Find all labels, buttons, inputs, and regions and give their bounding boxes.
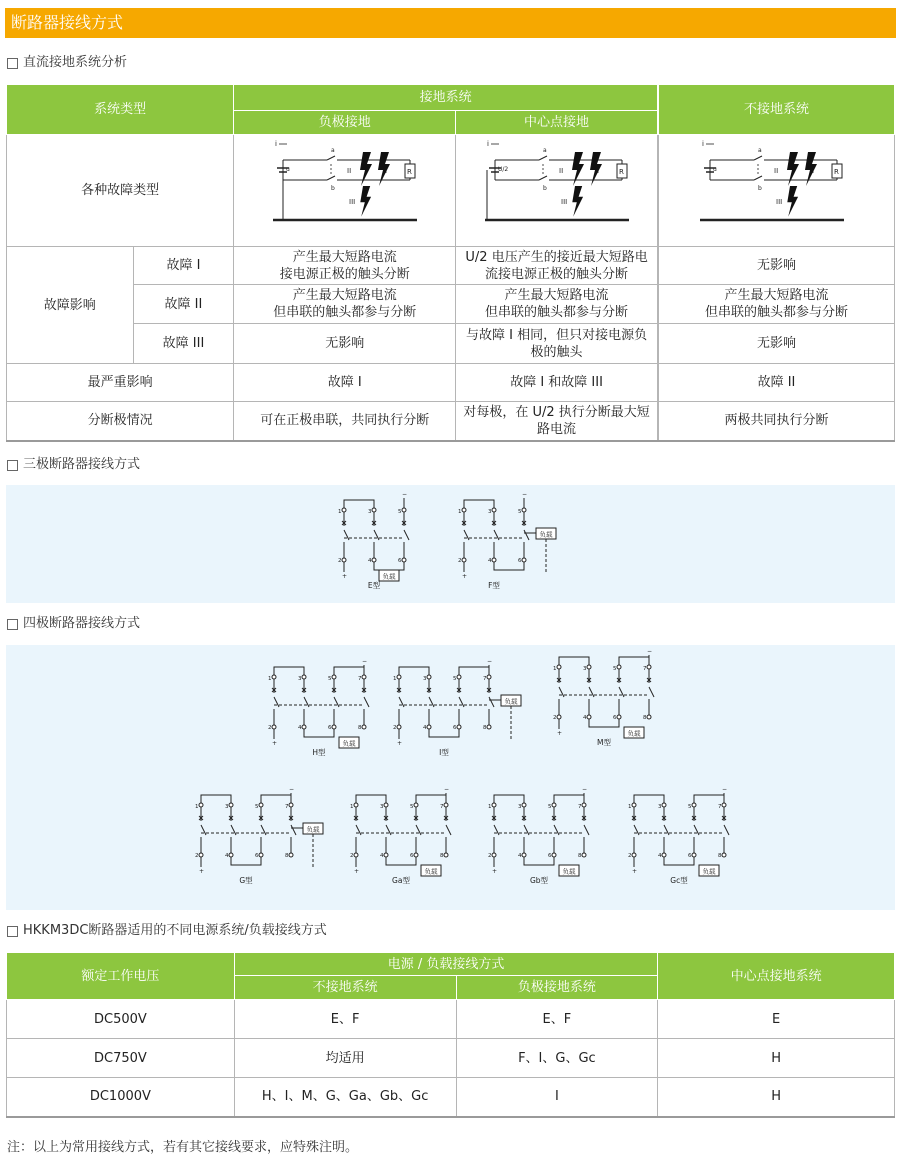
terminal-label: a xyxy=(542,147,547,154)
terminal-number: 1 xyxy=(393,676,397,682)
terminal-number: 4 xyxy=(518,853,522,859)
terminal-number: 1 xyxy=(338,509,342,515)
split-center: 对每极，在 U/2 执行分断最大短 路电流 xyxy=(456,402,658,441)
h-center: 中心点接地 xyxy=(456,111,658,135)
terminal xyxy=(492,508,496,512)
terminal xyxy=(289,803,293,807)
diagram-type-label: E型 xyxy=(367,581,381,590)
series-bridge xyxy=(416,795,446,803)
three-pole-panel xyxy=(6,485,895,603)
terminal-number: 2 xyxy=(338,558,342,564)
terminal-number: 4 xyxy=(380,853,384,859)
terminal-number: 4 xyxy=(368,558,372,564)
terminal xyxy=(492,853,496,857)
load-label: 负载 xyxy=(539,530,553,539)
h-negative-system: 负极接地系统 xyxy=(456,976,658,1000)
terminal-label: a xyxy=(330,147,335,154)
f1-neg: 产生最大短路电流 接电源正极的触头分断 xyxy=(234,247,456,285)
terminal-number: 3 xyxy=(583,666,587,672)
terminal xyxy=(492,558,496,562)
fault-label: II xyxy=(346,167,351,175)
diagram-type-label: G型 xyxy=(239,876,253,885)
switch-blade xyxy=(539,176,547,180)
lightning-bolt-icon xyxy=(787,152,799,186)
terminal-number: 7 xyxy=(718,804,722,810)
h-voltage: 额定工作电压 xyxy=(7,953,235,1000)
f3-neg: 无影响 xyxy=(234,324,456,364)
terminal xyxy=(332,725,336,729)
series-bridge xyxy=(459,667,489,675)
switch-blade xyxy=(364,697,369,707)
terminal xyxy=(414,853,418,857)
terminal xyxy=(427,725,431,729)
terminal xyxy=(302,725,306,729)
terminal-number: 5 xyxy=(328,676,332,682)
terminal-number: 7 xyxy=(578,804,582,810)
terminal xyxy=(272,725,276,729)
terminal-number: 5 xyxy=(398,509,402,515)
f2-ung: 产生最大短路电流 但串联的触头都参与分断 xyxy=(659,285,895,324)
terminal-number: 2 xyxy=(458,558,462,564)
resistor-label: R xyxy=(406,168,412,176)
terminal xyxy=(342,508,346,512)
table-row: DC1000V H、I、M、G、Ga、Gb、Gc I H xyxy=(7,1078,895,1117)
terminal xyxy=(414,803,418,807)
switch-blade xyxy=(584,825,589,835)
split-neg: 可在正极串联，共同执行分断 xyxy=(234,402,456,441)
series-bridge xyxy=(399,667,429,675)
terminal xyxy=(632,853,636,857)
lightning-bolt-icon xyxy=(360,152,372,186)
terminal-number: 7 xyxy=(483,676,487,682)
terminal-number: 3 xyxy=(518,804,522,810)
terminal-number: 4 xyxy=(658,853,662,859)
terminal-number: 6 xyxy=(688,853,692,859)
terminal xyxy=(522,803,526,807)
terminal xyxy=(384,853,388,857)
three-pole-diagrams xyxy=(6,485,895,603)
fault-label: III xyxy=(348,198,355,206)
h-ungrounded-system: 不接地系统 xyxy=(234,976,456,1000)
series-bridge xyxy=(274,667,304,675)
terminal-number: 6 xyxy=(613,715,617,721)
terminal xyxy=(289,853,293,857)
terminal xyxy=(587,715,591,719)
switch-blade xyxy=(489,697,494,707)
terminal-number: 8 xyxy=(358,725,362,731)
terminal xyxy=(617,665,621,669)
r-fault-effect: 故障影响 xyxy=(7,247,134,364)
h-mode: 电源 / 负载接线方式 xyxy=(234,953,657,976)
terminal-number: 1 xyxy=(488,804,492,810)
voltage-label: u xyxy=(285,166,290,173)
dc-analysis-table xyxy=(6,84,658,442)
terminal xyxy=(402,508,406,512)
footnote: 注：以上为常用接线方式，若有其它接线要求，应特殊注明。 xyxy=(7,1140,359,1155)
terminal xyxy=(372,508,376,512)
h-center-system: 中心点接地系统 xyxy=(658,953,895,1000)
series-bridge xyxy=(619,657,649,665)
terminal-number: 1 xyxy=(458,509,462,515)
terminal xyxy=(199,853,203,857)
load-label: 负载 xyxy=(342,739,356,748)
switch-blade xyxy=(724,825,729,835)
series-bridge xyxy=(634,795,664,803)
r-worst: 最严重影响 xyxy=(7,364,234,402)
polarity-label: + xyxy=(342,573,348,580)
voltage-label: U/2 xyxy=(497,166,508,173)
section-three-pole: 三极断路器接线方式 xyxy=(7,457,140,473)
terminal-label: b xyxy=(757,185,762,192)
load-label: 负载 xyxy=(504,697,518,706)
terminal-number: 3 xyxy=(225,804,229,810)
table-row: DC500V E、F E、F E xyxy=(7,1000,895,1039)
terminal xyxy=(397,675,401,679)
terminal xyxy=(457,675,461,679)
fault3-label: 故障 III xyxy=(133,324,234,364)
terminal-number: 7 xyxy=(358,676,362,682)
terminal xyxy=(272,675,276,679)
terminal xyxy=(722,853,726,857)
series-bridge xyxy=(201,795,231,803)
terminal-number: 5 xyxy=(548,804,552,810)
terminal xyxy=(492,803,496,807)
diagram-type-label: M型 xyxy=(597,738,611,747)
page-header: 断路器接线方式 xyxy=(5,8,896,38)
voltage-label: u xyxy=(712,166,717,173)
ungrounded-column xyxy=(658,84,895,442)
terminal-number: 7 xyxy=(643,666,647,672)
terminal xyxy=(692,803,696,807)
lightning-bolt-icon xyxy=(805,152,817,186)
polarity-label: − xyxy=(444,786,450,793)
switch-blade xyxy=(327,176,335,180)
terminal-number: 4 xyxy=(423,725,427,731)
switch-blade xyxy=(327,156,335,160)
diagram-center xyxy=(456,135,658,247)
fault-label: III xyxy=(775,198,782,206)
terminal xyxy=(662,853,666,857)
load-label: 负载 xyxy=(306,825,320,834)
terminal-number: 6 xyxy=(548,853,552,859)
terminal xyxy=(647,715,651,719)
terminal xyxy=(362,675,366,679)
terminal-number: 1 xyxy=(553,666,557,672)
lightning-bolt-icon xyxy=(590,152,602,186)
split-ung: 两极共同执行分断 xyxy=(659,402,895,441)
terminal xyxy=(199,803,203,807)
polarity-label: + xyxy=(354,868,360,875)
diagram-type-label: Gb型 xyxy=(529,876,549,885)
lightning-bolt-icon xyxy=(360,186,371,217)
terminal xyxy=(259,803,263,807)
terminal xyxy=(342,558,346,562)
terminal xyxy=(632,803,636,807)
terminal xyxy=(229,803,233,807)
f2-neg: 产生最大短路电流 但串联的触头都参与分断 xyxy=(234,285,456,324)
terminal-number: 5 xyxy=(613,666,617,672)
terminal xyxy=(457,725,461,729)
series-bridge xyxy=(356,795,386,803)
terminal xyxy=(302,675,306,679)
terminal xyxy=(397,725,401,729)
h-negative: 负极接地 xyxy=(234,111,456,135)
polarity-label: + xyxy=(397,740,403,747)
polarity-label: − xyxy=(522,491,528,498)
series-bridge xyxy=(554,795,584,803)
terminal-number: 8 xyxy=(285,853,289,859)
terminal-number: 7 xyxy=(440,804,444,810)
h-grounded: 接地系统 xyxy=(234,85,658,111)
terminal xyxy=(372,558,376,562)
terminal-number: 8 xyxy=(440,853,444,859)
terminal-number: 5 xyxy=(518,509,522,515)
lightning-bolt-icon xyxy=(378,152,390,186)
switch-blade xyxy=(524,530,529,540)
current-label: i xyxy=(274,140,277,148)
diagram-negative xyxy=(234,135,456,247)
terminal xyxy=(722,803,726,807)
terminal-number: 1 xyxy=(268,676,272,682)
terminal-number: 3 xyxy=(488,509,492,515)
lightning-bolt-icon xyxy=(572,186,583,217)
r-fault-types: 各种故障类型 xyxy=(7,135,234,247)
terminal-number: 2 xyxy=(488,853,492,859)
f2-center: 产生最大短路电流 但串联的触头都参与分断 xyxy=(456,285,658,324)
section-hkkm: HKKM3DC断路器适用的不同电源系统/负载接线方式 xyxy=(7,923,327,939)
resistor-label: R xyxy=(833,168,839,176)
terminal xyxy=(522,508,526,512)
terminal xyxy=(617,715,621,719)
terminal-number: 5 xyxy=(453,676,457,682)
switch-blade xyxy=(754,176,762,180)
series-bridge xyxy=(261,795,291,803)
terminal xyxy=(582,803,586,807)
terminal xyxy=(487,725,491,729)
terminal-number: 8 xyxy=(643,715,647,721)
terminal xyxy=(462,558,466,562)
diagram-ungrounded xyxy=(659,135,895,247)
load-label: 负载 xyxy=(702,867,716,876)
f3-ung: 无影响 xyxy=(659,324,895,364)
polarity-label: − xyxy=(647,648,653,655)
polarity-label: − xyxy=(289,786,295,793)
terminal xyxy=(522,853,526,857)
terminal-label: b xyxy=(542,185,547,192)
diagram-type-label: I型 xyxy=(439,748,449,757)
terminal-number: 1 xyxy=(628,804,632,810)
checkbox-icon xyxy=(7,926,18,937)
load-label: 负载 xyxy=(562,867,576,876)
polarity-label: − xyxy=(402,491,408,498)
terminal xyxy=(444,853,448,857)
f3-center: 与故障 I 相同，但只对接电源负 极的触头 xyxy=(456,324,658,364)
terminal-number: 5 xyxy=(688,804,692,810)
four-pole-diagrams xyxy=(6,645,895,910)
load-label: 负载 xyxy=(382,572,396,581)
terminal-number: 2 xyxy=(553,715,557,721)
terminal-number: 2 xyxy=(393,725,397,731)
terminal-number: 6 xyxy=(453,725,457,731)
switch-blade xyxy=(291,825,296,835)
terminal-number: 2 xyxy=(350,853,354,859)
resistor-label: R xyxy=(618,168,624,176)
terminal-number: 5 xyxy=(255,804,259,810)
terminal xyxy=(354,803,358,807)
terminal-number: 3 xyxy=(368,509,372,515)
series-bridge xyxy=(559,657,589,665)
worst-neg: 故障 I xyxy=(234,364,456,402)
terminal-number: 3 xyxy=(380,804,384,810)
terminal-number: 8 xyxy=(718,853,722,859)
diagram-type-label: F型 xyxy=(488,581,500,590)
terminal-number: 3 xyxy=(298,676,302,682)
f1-center: U/2 电压产生的接近最大短路电 流接电源正极的触头分断 xyxy=(456,247,658,285)
terminal xyxy=(384,803,388,807)
series-bridge xyxy=(464,500,494,508)
switch-blade xyxy=(404,530,409,540)
polarity-label: − xyxy=(487,658,493,665)
polarity-label: + xyxy=(632,868,638,875)
polarity-label: − xyxy=(722,786,728,793)
terminal-label: b xyxy=(330,185,335,192)
fault-label: III xyxy=(560,198,567,206)
h-system-type: 系统类型 xyxy=(7,85,234,135)
load-label: 负载 xyxy=(627,729,641,738)
terminal xyxy=(692,853,696,857)
terminal-number: 6 xyxy=(328,725,332,731)
section-dc-analysis: 直流接地系统分析 xyxy=(7,55,127,71)
terminal xyxy=(354,853,358,857)
h-ungrounded: 不接地系统 xyxy=(659,85,895,135)
lightning-bolt-icon xyxy=(787,186,798,217)
current-label: i xyxy=(701,140,704,148)
terminal-label: a xyxy=(757,147,762,154)
fault-label: II xyxy=(773,167,778,175)
terminal-number: 3 xyxy=(423,676,427,682)
terminal-number: 6 xyxy=(398,558,402,564)
table-row: DC750V 均适用 F、I、G、Gc H xyxy=(7,1039,895,1078)
diagram-type-label: H型 xyxy=(312,748,326,757)
load-label: 负载 xyxy=(424,867,438,876)
worst-center: 故障 I 和故障 III xyxy=(456,364,658,402)
polarity-label: + xyxy=(462,573,468,580)
four-pole-panel xyxy=(6,645,895,910)
terminal-number: 2 xyxy=(628,853,632,859)
series-bridge xyxy=(494,795,524,803)
terminal xyxy=(647,665,651,669)
checkbox-icon xyxy=(7,58,18,69)
polarity-label: − xyxy=(362,658,368,665)
terminal xyxy=(402,558,406,562)
terminal-number: 1 xyxy=(195,804,199,810)
lightning-bolt-icon xyxy=(572,152,584,186)
terminal xyxy=(662,803,666,807)
terminal-number: 6 xyxy=(255,853,259,859)
terminal xyxy=(332,675,336,679)
terminal-number: 2 xyxy=(268,725,272,731)
f1-ung: 无影响 xyxy=(659,247,895,285)
terminal xyxy=(552,803,556,807)
terminal xyxy=(557,665,561,669)
terminal-number: 8 xyxy=(483,725,487,731)
r-split: 分断极情况 xyxy=(7,402,234,441)
terminal xyxy=(259,853,263,857)
terminal-number: 4 xyxy=(583,715,587,721)
checkbox-icon xyxy=(7,619,18,630)
fault2-label: 故障 II xyxy=(133,285,234,324)
terminal xyxy=(427,675,431,679)
polarity-label: − xyxy=(582,786,588,793)
terminal xyxy=(587,665,591,669)
terminal-number: 7 xyxy=(285,804,289,810)
terminal-number: 8 xyxy=(578,853,582,859)
terminal-number: 4 xyxy=(225,853,229,859)
polarity-label: + xyxy=(199,868,205,875)
terminal xyxy=(582,853,586,857)
switch-blade xyxy=(649,687,654,697)
terminal-number: 4 xyxy=(488,558,492,564)
terminal xyxy=(487,675,491,679)
switch-blade xyxy=(539,156,547,160)
terminal-number: 3 xyxy=(658,804,662,810)
hkkm-table xyxy=(6,952,895,1118)
series-bridge xyxy=(694,795,724,803)
fault1-label: 故障 I xyxy=(133,247,234,285)
terminal xyxy=(462,508,466,512)
diagram-type-label: Ga型 xyxy=(392,876,410,885)
terminal-number: 6 xyxy=(518,558,522,564)
terminal-number: 4 xyxy=(298,725,302,731)
polarity-label: + xyxy=(492,868,498,875)
switch-blade xyxy=(446,825,451,835)
terminal xyxy=(444,803,448,807)
checkbox-icon xyxy=(7,460,18,471)
terminal xyxy=(229,853,233,857)
series-bridge xyxy=(344,500,374,508)
switch-blade xyxy=(754,156,762,160)
terminal xyxy=(522,558,526,562)
polarity-label: + xyxy=(272,740,278,747)
terminal-number: 2 xyxy=(195,853,199,859)
worst-ung: 故障 II xyxy=(659,364,895,402)
section-four-pole: 四极断路器接线方式 xyxy=(7,616,140,632)
terminal-number: 1 xyxy=(350,804,354,810)
terminal-number: 5 xyxy=(410,804,414,810)
terminal xyxy=(552,853,556,857)
series-bridge xyxy=(334,667,364,675)
terminal-number: 6 xyxy=(410,853,414,859)
terminal xyxy=(362,725,366,729)
terminal xyxy=(557,715,561,719)
current-label: i xyxy=(486,140,489,148)
diagram-type-label: Gc型 xyxy=(670,876,688,885)
fault-label: II xyxy=(558,167,563,175)
polarity-label: + xyxy=(557,730,563,737)
